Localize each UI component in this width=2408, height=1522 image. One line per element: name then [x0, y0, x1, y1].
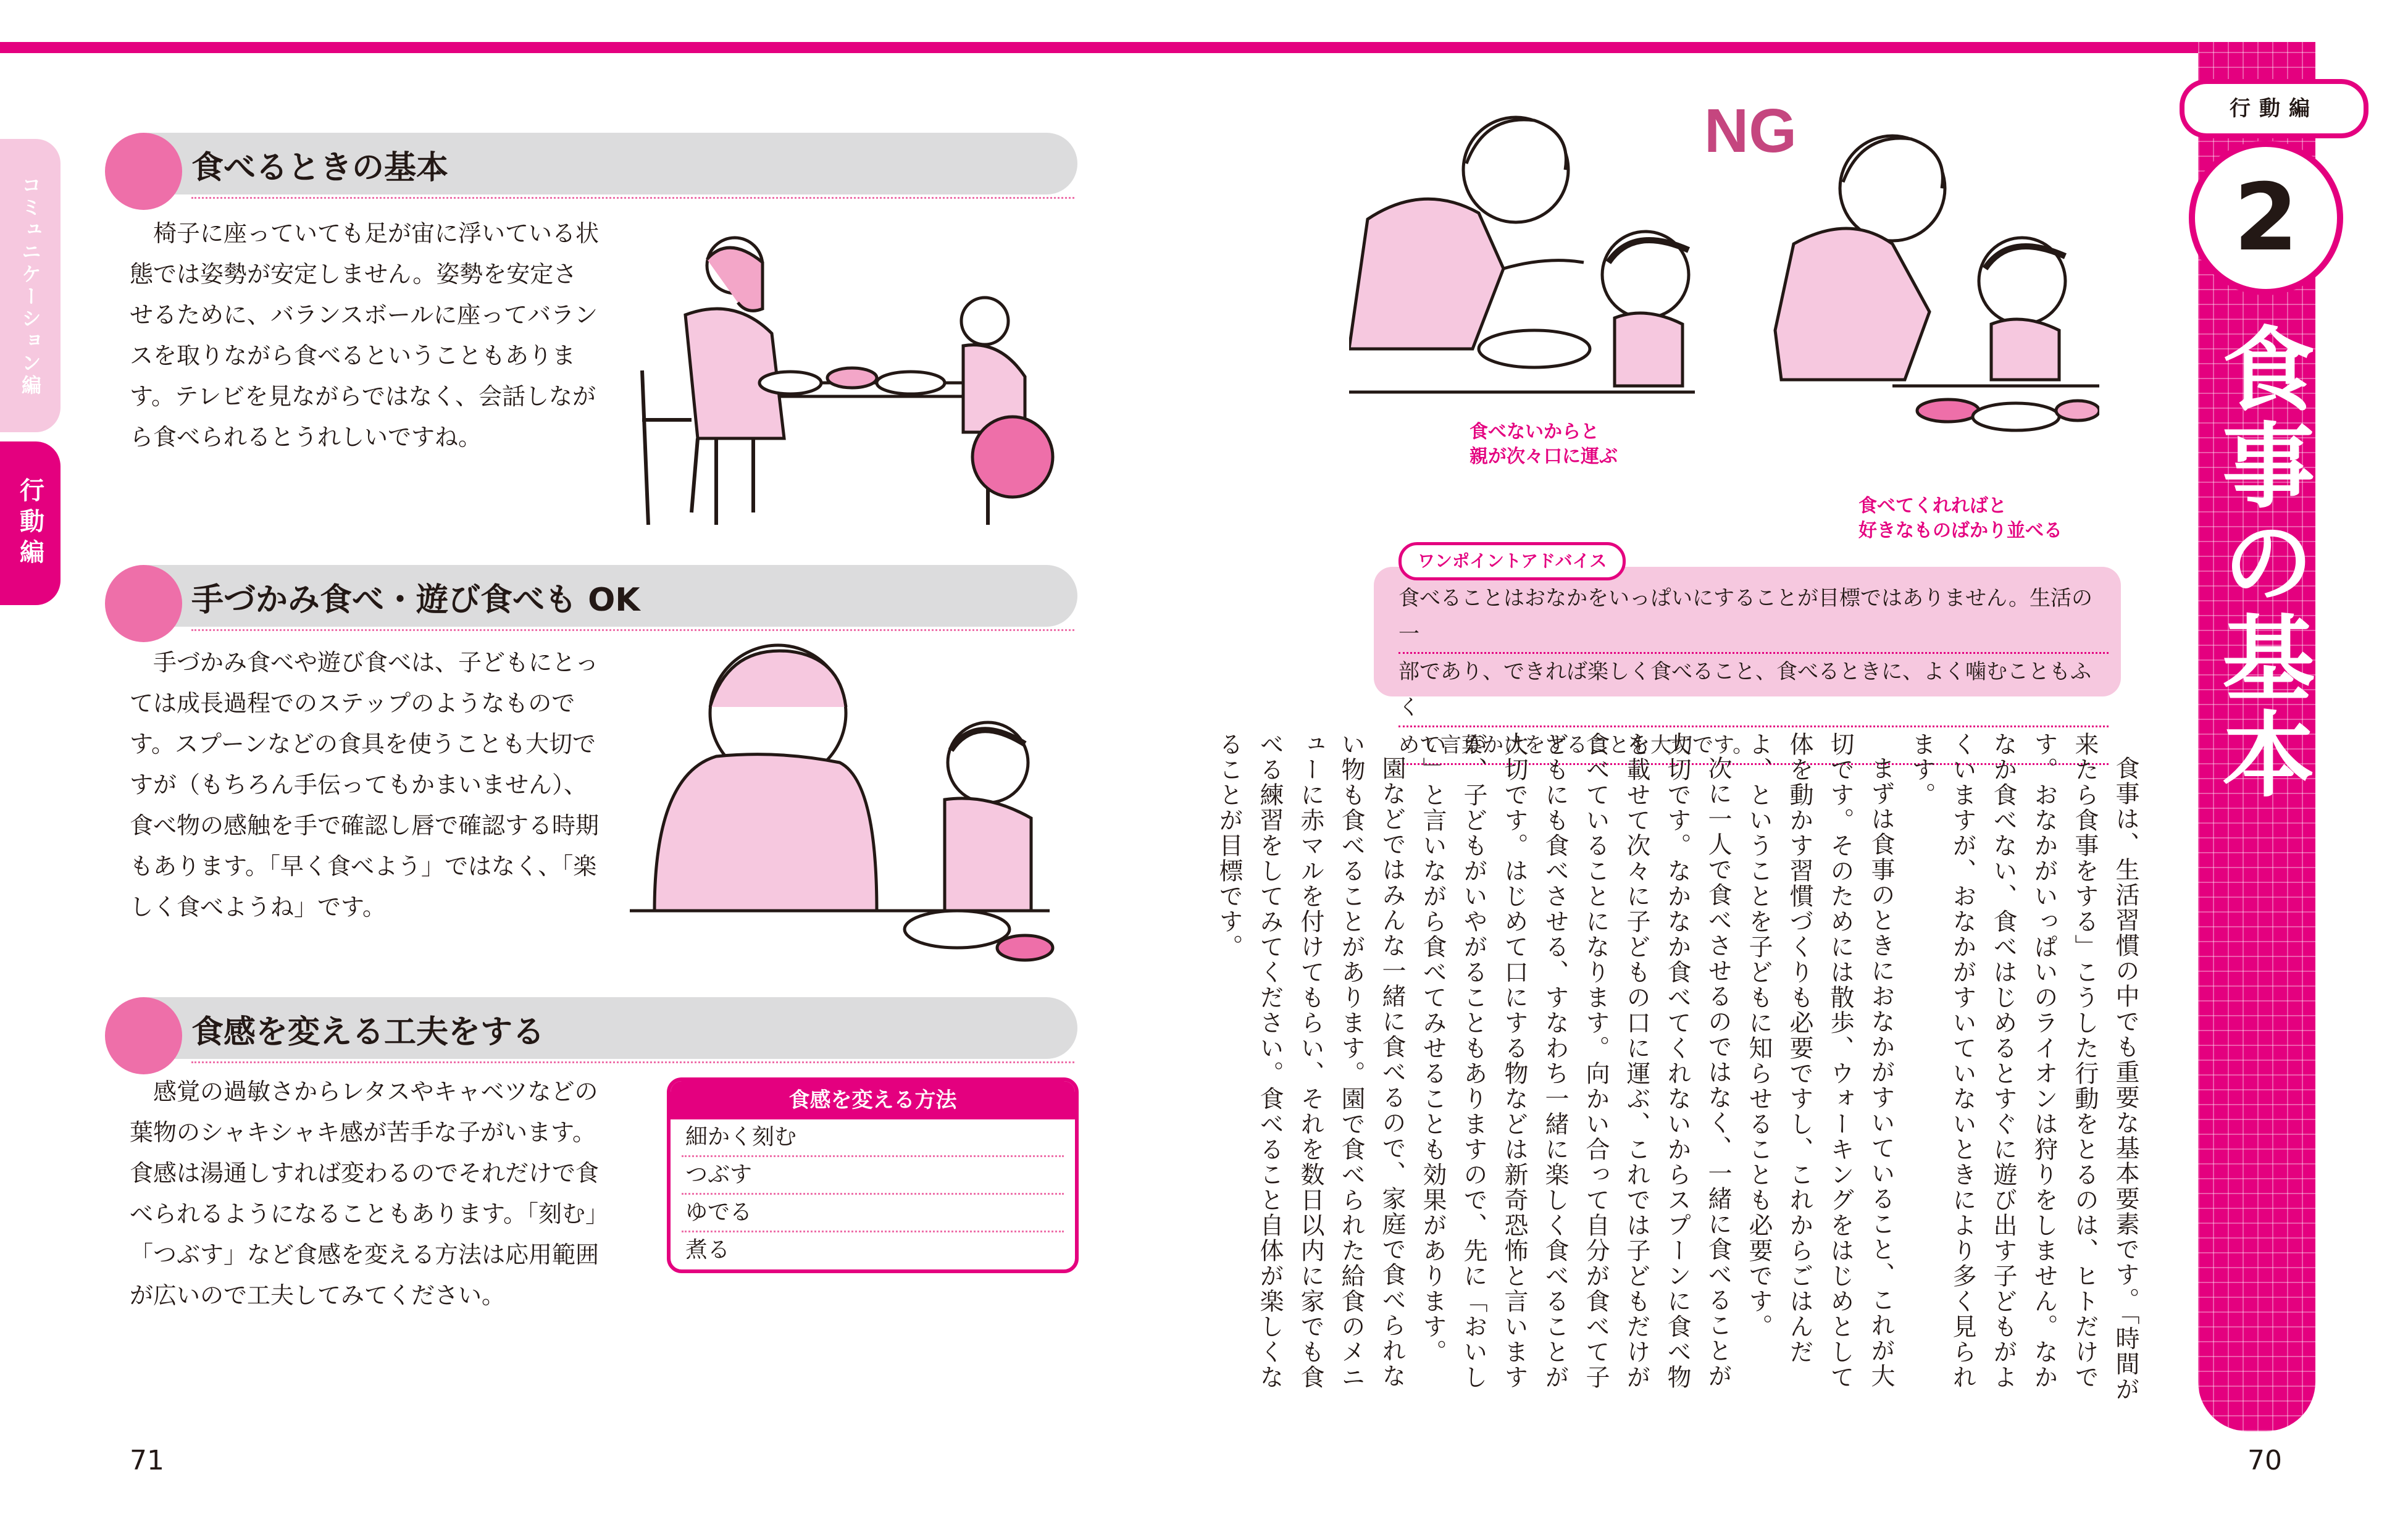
table-row: ゆでる — [682, 1195, 1064, 1232]
caption-left-line2: 親が次々口に運ぶ — [1469, 446, 1618, 467]
page-number-right: 70 — [2247, 1445, 2282, 1476]
caption-left — [1469, 420, 1618, 469]
chapter-tab-label: 行動編 — [2180, 79, 2368, 138]
advice-line: 食べることはおなかをいっぱいにすることが目標ではありません。生活の一 — [1398, 580, 2109, 654]
heading-underline — [191, 197, 1074, 199]
one-point-advice-box — [1374, 551, 2121, 758]
caption-left-line1: 食べないからと — [1469, 421, 1599, 443]
body-paragraph: まずは食事のときにおなかがすいていること、これが大切です。そのためには散歩、ウォーキングをはじめとして体を動かす習慣づくりも必要ですし、これからごはんだよ、ということを子どもに知らせることも必要です。 — [1745, 732, 1895, 1390]
advice-line: めて言葉かけをすることも大切です。 — [1398, 727, 2109, 765]
caption-right — [1858, 494, 2062, 543]
family-dining-illustration — [630, 235, 1081, 525]
side-tab-behavior[interactable]: 行動編 — [0, 441, 61, 605]
advice-line: 部であり、できれば楽しく食べること、食べるときに、よく噛むこともふく — [1398, 654, 2109, 727]
texture-methods-table — [667, 1077, 1079, 1273]
section-3-text: 感覚の過敏さからレタスやキャベツなどの葉物のシャキシャキ感が苦手な子がいます。食感は湯通しすれば変わるのでそれだけで食べられるようになることもあります。「刻む」「つぶす」など食感を変える方法は応用範囲が広いので工夫してみてください。 — [130, 1078, 600, 1309]
heading-dot — [105, 133, 182, 210]
page-number-left: 71 — [130, 1445, 164, 1476]
section-title: 食感を変える工夫をする — [191, 1014, 545, 1051]
section-title: 食べるときの基本 — [191, 149, 449, 186]
heading-dot — [105, 997, 182, 1074]
body-paragraph: 園などではみんな一緒に食べるので、家庭で食べられない物も食べることがあります。園で食べられた給食のメニューに赤マルを付けてもらい、それを数日以内に家でも食べる練習をしてみてください。食べること自体が楽しくなることが目標です。 — [1215, 732, 1406, 1390]
table-row: 細かく刻む — [682, 1119, 1064, 1157]
table-row: 煮る — [685, 1237, 730, 1263]
heading-dot — [105, 565, 182, 642]
section-heading-1 — [105, 133, 1077, 194]
ng-label: NG — [1704, 96, 1797, 165]
section-heading-2 — [105, 565, 1077, 627]
heading-underline — [191, 629, 1074, 631]
table-row: つぶす — [682, 1157, 1064, 1195]
top-accent-bar — [0, 42, 2306, 53]
body-paragraph: 次に一人で食べさせるのではなく、一緒に食べることが大切です。なかなか食べてくれないからスプーンに食べ物を載せて次々に子どもの口に運ぶ、これでは子どもだけが食べていることになります。向かい合って自分が食べて子どもにも食べさせる、すなわち一緒に楽しく食べることが大切です。はじめて口にする物などは新奇恐怖と言いますが、子どもがいやがることもありますので、先に「おいしい」と言いながら食べてみせることも効果があります。 — [1419, 732, 1732, 1390]
side-tab-communication[interactable]: コミュニケーション編 — [0, 139, 61, 432]
chapter-number: 2 — [2189, 141, 2343, 295]
body-paragraph: 食事は、生活習慣の中でも重要な基本要素です。「時間が来たら食事をする」こうした行動をとるのは、ヒトだけです。おなかがいっぱいのライオンは狩りをしません。なかなか食べない、食べはじめるとすぐに遊び出す子どもがよくいますが、おなかがすいていないときにより多く見られます。 — [1908, 732, 2139, 1402]
heading-underline — [191, 1061, 1074, 1063]
chapter-body-text — [1215, 732, 2146, 1405]
caption-right-line2: 好きなものばかり並べる — [1858, 520, 2062, 541]
advice-label: ワンポイントアドバイス — [1398, 542, 1626, 580]
section-1-text: 椅子に座っていても足が宙に浮いている状態では姿勢が安定しません。姿勢を安定させるために、バランスボールに座ってバランスを取りながら食べるということもあります。テレビを見ながらではなく、会話しながら食べられるとうれしいですね。 — [130, 220, 600, 451]
chapter-title: 食事の基本 — [2206, 321, 2314, 803]
table-header: 食感を変える方法 — [671, 1081, 1075, 1119]
section-heading-3 — [105, 997, 1077, 1059]
ng-feeding-illustration — [1349, 114, 2099, 448]
section-2-text: 手づかみ食べや遊び食べは、子どもにとっては成長過程でのステップのようなものです。スプーンなどの食具を使うことも大切ですが（もちろん手伝ってもかまいません）、食べ物の感触を手で確認し唇で確認する時期もあります。「早く食べよう」ではなく、「楽しく食べようね」です。 — [130, 649, 600, 921]
caption-right-line1: 食べてくれればと — [1858, 495, 2007, 517]
section-title: 手づかみ食べ・遊び食べも OK — [191, 582, 640, 619]
parent-child-finger-food-illustration — [630, 639, 1074, 979]
